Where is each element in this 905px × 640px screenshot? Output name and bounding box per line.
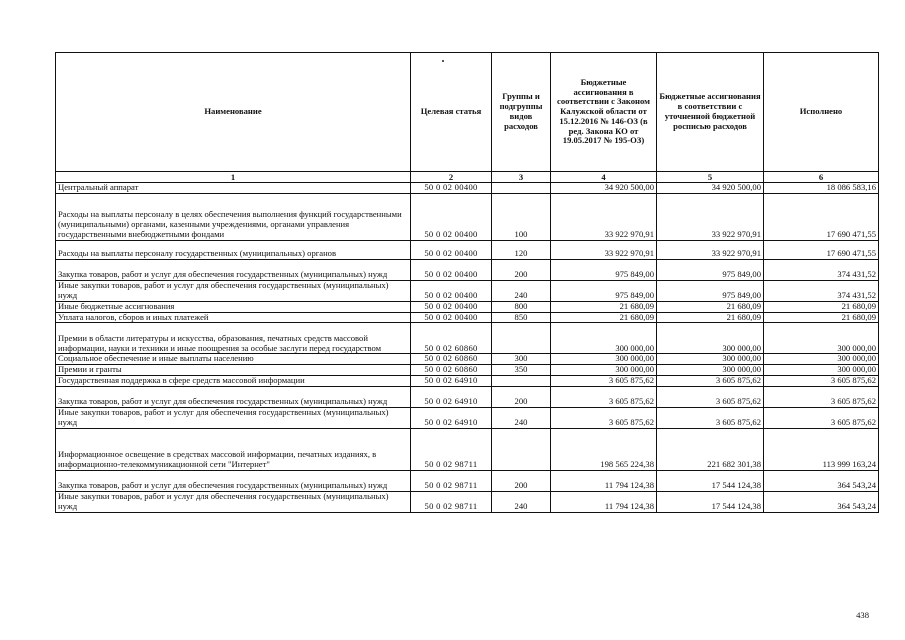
header-group: Группы и подгруппы видов расходов: [492, 53, 551, 172]
table-row: [56, 301, 879, 312]
column-number: 4: [551, 172, 657, 183]
row-name: Информационное освещение в средствах массовой информации, печатных изданиях, в информационно-телекоммуникационной сети "Интернет": [56, 428, 411, 470]
table-row: [56, 240, 879, 259]
row-refined-amount: 33 922 970,91: [657, 193, 764, 240]
row-refined-amount: 3 605 875,62: [657, 386, 764, 407]
row-article: 50 0 02 00400: [411, 301, 492, 312]
row-law-amount: 21 680,09: [551, 312, 657, 323]
row-done-amount: 374 431,52: [764, 280, 879, 301]
row-refined-amount: 3 605 875,62: [657, 375, 764, 386]
header-name: Наименование: [56, 53, 411, 172]
row-group: 200: [492, 470, 551, 491]
header-refined: Бюджетные ассигнования в соответствии с уточненной бюджетной росписью расходов: [657, 53, 764, 172]
row-name: Премии и гранты: [56, 365, 411, 376]
table-row: [56, 259, 879, 280]
row-refined-amount: 221 682 301,38: [657, 428, 764, 470]
row-law-amount: 34 920 500,00: [551, 183, 657, 194]
row-done-amount: 300 000,00: [764, 365, 879, 376]
table-row: [56, 375, 879, 386]
row-name: Премии в области литературы и искусства, образования, печатных средств массовой информации, науки и техники и иные поощрения за особые заслуги перед государством: [56, 323, 411, 354]
table-row: [56, 470, 879, 491]
row-law-amount: 33 922 970,91: [551, 193, 657, 240]
row-refined-amount: 3 605 875,62: [657, 407, 764, 428]
row-group: 200: [492, 386, 551, 407]
row-article: 50 0 02 60860: [411, 365, 492, 376]
row-article: 50 0 02 00400: [411, 240, 492, 259]
row-name: Иные закупки товаров, работ и услуг для обеспечения государственных (муниципальных) нужд: [56, 407, 411, 428]
row-done-amount: 374 431,52: [764, 259, 879, 280]
column-number: 3: [492, 172, 551, 183]
row-done-amount: 21 680,09: [764, 301, 879, 312]
row-law-amount: 300 000,00: [551, 323, 657, 354]
row-article: 50 0 02 64910: [411, 386, 492, 407]
row-done-amount: 300 000,00: [764, 323, 879, 354]
row-done-amount: 3 605 875,62: [764, 375, 879, 386]
row-law-amount: 3 605 875,62: [551, 386, 657, 407]
row-article: 50 0 02 00400: [411, 193, 492, 240]
row-name: Уплата налогов, сборов и иных платежей: [56, 312, 411, 323]
table-row: [56, 428, 879, 470]
table-row: [56, 491, 879, 512]
row-law-amount: 975 849,00: [551, 280, 657, 301]
column-number-row: [56, 172, 879, 183]
row-done-amount: 17 690 471,55: [764, 193, 879, 240]
row-article: 50 0 02 00400: [411, 280, 492, 301]
row-done-amount: 3 605 875,62: [764, 407, 879, 428]
row-refined-amount: 300 000,00: [657, 365, 764, 376]
row-group: 300: [492, 354, 551, 365]
column-number: 1: [56, 172, 411, 183]
row-group: [492, 428, 551, 470]
row-law-amount: 33 922 970,91: [551, 240, 657, 259]
page-number: 438: [856, 610, 869, 620]
row-article: 50 0 02 64910: [411, 407, 492, 428]
row-group: [492, 183, 551, 194]
row-done-amount: 364 543,24: [764, 491, 879, 512]
row-refined-amount: 34 920 500,00: [657, 183, 764, 194]
table-row: [56, 365, 879, 376]
table-row: [56, 183, 879, 194]
table-row: [56, 312, 879, 323]
row-refined-amount: 17 544 124,38: [657, 470, 764, 491]
row-refined-amount: 975 849,00: [657, 280, 764, 301]
row-group: [492, 375, 551, 386]
column-number: 5: [657, 172, 764, 183]
row-group: 240: [492, 280, 551, 301]
table-row: [56, 354, 879, 365]
row-done-amount: 300 000,00: [764, 354, 879, 365]
row-refined-amount: 975 849,00: [657, 259, 764, 280]
row-group: 350: [492, 365, 551, 376]
column-number: 2: [411, 172, 492, 183]
header-row: [56, 53, 879, 172]
table-body: [56, 183, 879, 513]
row-law-amount: 198 565 224,38: [551, 428, 657, 470]
row-group: 120: [492, 240, 551, 259]
row-law-amount: 3 605 875,62: [551, 375, 657, 386]
header-law: Бюджетные ассигнования в соответствии с Законом Калужской области от 15.12.2016 № 146-ОЗ (в ред. Закона КО от 19.05.2017 № 195-ОЗ): [551, 53, 657, 172]
row-name: Социальное обеспечение и иные выплаты населению: [56, 354, 411, 365]
row-name: Иные закупки товаров, работ и услуг для обеспечения государственных (муниципальных) нужд: [56, 491, 411, 512]
row-article: 50 0 02 98711: [411, 428, 492, 470]
row-group: 240: [492, 407, 551, 428]
row-law-amount: 975 849,00: [551, 259, 657, 280]
row-group: [492, 323, 551, 354]
row-law-amount: 11 794 124,38: [551, 470, 657, 491]
row-done-amount: 17 690 471,55: [764, 240, 879, 259]
row-refined-amount: 33 922 970,91: [657, 240, 764, 259]
row-article: 50 0 02 00400: [411, 259, 492, 280]
row-done-amount: 3 605 875,62: [764, 386, 879, 407]
row-article: 50 0 02 60860: [411, 354, 492, 365]
row-group: 100: [492, 193, 551, 240]
row-refined-amount: 21 680,09: [657, 301, 764, 312]
row-done-amount: 18 086 583,16: [764, 183, 879, 194]
row-done-amount: 113 999 163,24: [764, 428, 879, 470]
row-name: Расходы на выплаты персоналу в целях обеспечения выполнения функций государственными (муниципальными) органами, казенными учреждениями, органами управления государственными внебюджетными фондами: [56, 193, 411, 240]
row-refined-amount: 17 544 124,38: [657, 491, 764, 512]
header-article: Целевая статья: [411, 53, 492, 172]
row-name: Расходы на выплаты персоналу государственных (муниципальных) органов: [56, 240, 411, 259]
row-refined-amount: 300 000,00: [657, 323, 764, 354]
row-article: 50 0 02 64910: [411, 375, 492, 386]
row-group: 850: [492, 312, 551, 323]
table-row: [56, 193, 879, 240]
row-article: 50 0 02 00400: [411, 183, 492, 194]
row-refined-amount: 21 680,09: [657, 312, 764, 323]
row-group: 800: [492, 301, 551, 312]
table-row: [56, 407, 879, 428]
row-done-amount: 364 543,24: [764, 470, 879, 491]
table-row: [56, 280, 879, 301]
row-name: Центральный аппарат: [56, 183, 411, 194]
row-name: Иные закупки товаров, работ и услуг для обеспечения государственных (муниципальных) нужд: [56, 280, 411, 301]
row-name: Государственная поддержка в сфере средств массовой информации: [56, 375, 411, 386]
row-article: 50 0 02 00400: [411, 312, 492, 323]
column-number: 6: [764, 172, 879, 183]
row-law-amount: 3 605 875,62: [551, 407, 657, 428]
row-article: 50 0 02 98711: [411, 470, 492, 491]
row-name: Иные бюджетные ассигнования: [56, 301, 411, 312]
row-law-amount: 300 000,00: [551, 354, 657, 365]
row-article: 50 0 02 60860: [411, 323, 492, 354]
budget-table: [55, 52, 879, 513]
row-name: Закупка товаров, работ и услуг для обеспечения государственных (муниципальных) нужд: [56, 470, 411, 491]
row-law-amount: 11 794 124,38: [551, 491, 657, 512]
row-name: Закупка товаров, работ и услуг для обеспечения государственных (муниципальных) нужд: [56, 259, 411, 280]
row-law-amount: 300 000,00: [551, 365, 657, 376]
table-row: [56, 323, 879, 354]
row-article: 50 0 02 98711: [411, 491, 492, 512]
table-row: [56, 386, 879, 407]
row-group: 200: [492, 259, 551, 280]
row-refined-amount: 300 000,00: [657, 354, 764, 365]
row-law-amount: 21 680,09: [551, 301, 657, 312]
header-done: Исполнено: [764, 53, 879, 172]
row-group: 240: [492, 491, 551, 512]
row-done-amount: 21 680,09: [764, 312, 879, 323]
row-name: Закупка товаров, работ и услуг для обеспечения государственных (муниципальных) нужд: [56, 386, 411, 407]
